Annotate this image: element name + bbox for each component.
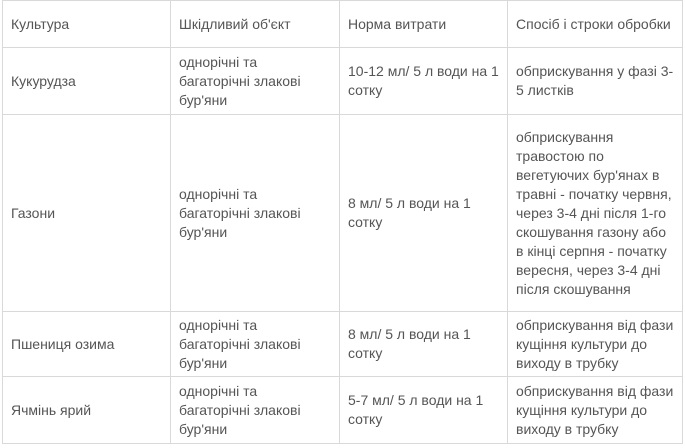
cell-target: однорічні та багаторічні злакові бур'яни [171, 312, 340, 377]
cell-crop: Кукурудза [3, 48, 171, 115]
table-row [3, 377, 683, 444]
header-rate: Норма витрати [340, 1, 508, 48]
header-crop: Культура [3, 1, 171, 48]
table-row [3, 48, 683, 115]
cell-target: однорічні та багаторічні злакові бур'яни [171, 48, 340, 115]
cell-crop: Пшениця озима [3, 312, 171, 377]
cell-rate: 8 мл/ 5 л води на 1 сотку [340, 115, 508, 312]
herbicide-usage-table [2, 0, 683, 444]
cell-method: обприскування від фази кущіння культури до виходу в трубку [508, 312, 683, 377]
cell-method: обприскування травостою по вегетуючих бур'янах в травні - початку червня, через 3-4 дні після 1-го скошування газону або в кінці серпня - початку вересня, через 3-4 дні після скошування [508, 115, 683, 312]
cell-rate: 8 мл/ 5 л води на 1 сотку [340, 312, 508, 377]
header-method: Спосіб і строки обробки [508, 1, 683, 48]
cell-target: однорічні та багаторічні злакові бур'яни [171, 115, 340, 312]
header-target: Шкідливий об'єкт [171, 1, 340, 48]
table-header-row [3, 1, 683, 48]
cell-rate: 5-7 мл/ 5 л води на 1 сотку [340, 377, 508, 444]
cell-method: обприскування від фази кущіння культури до виходу в трубку [508, 377, 683, 444]
table-row [3, 312, 683, 377]
cell-crop: Ячмінь ярий [3, 377, 171, 444]
cell-crop: Газони [3, 115, 171, 312]
cell-rate: 10-12 мл/ 5 л води на 1 сотку [340, 48, 508, 115]
cell-target: однорічні та багаторічні злакові бур'яни [171, 377, 340, 444]
table-row [3, 115, 683, 312]
cell-method: обприскування у фазі 3-5 листків [508, 48, 683, 115]
